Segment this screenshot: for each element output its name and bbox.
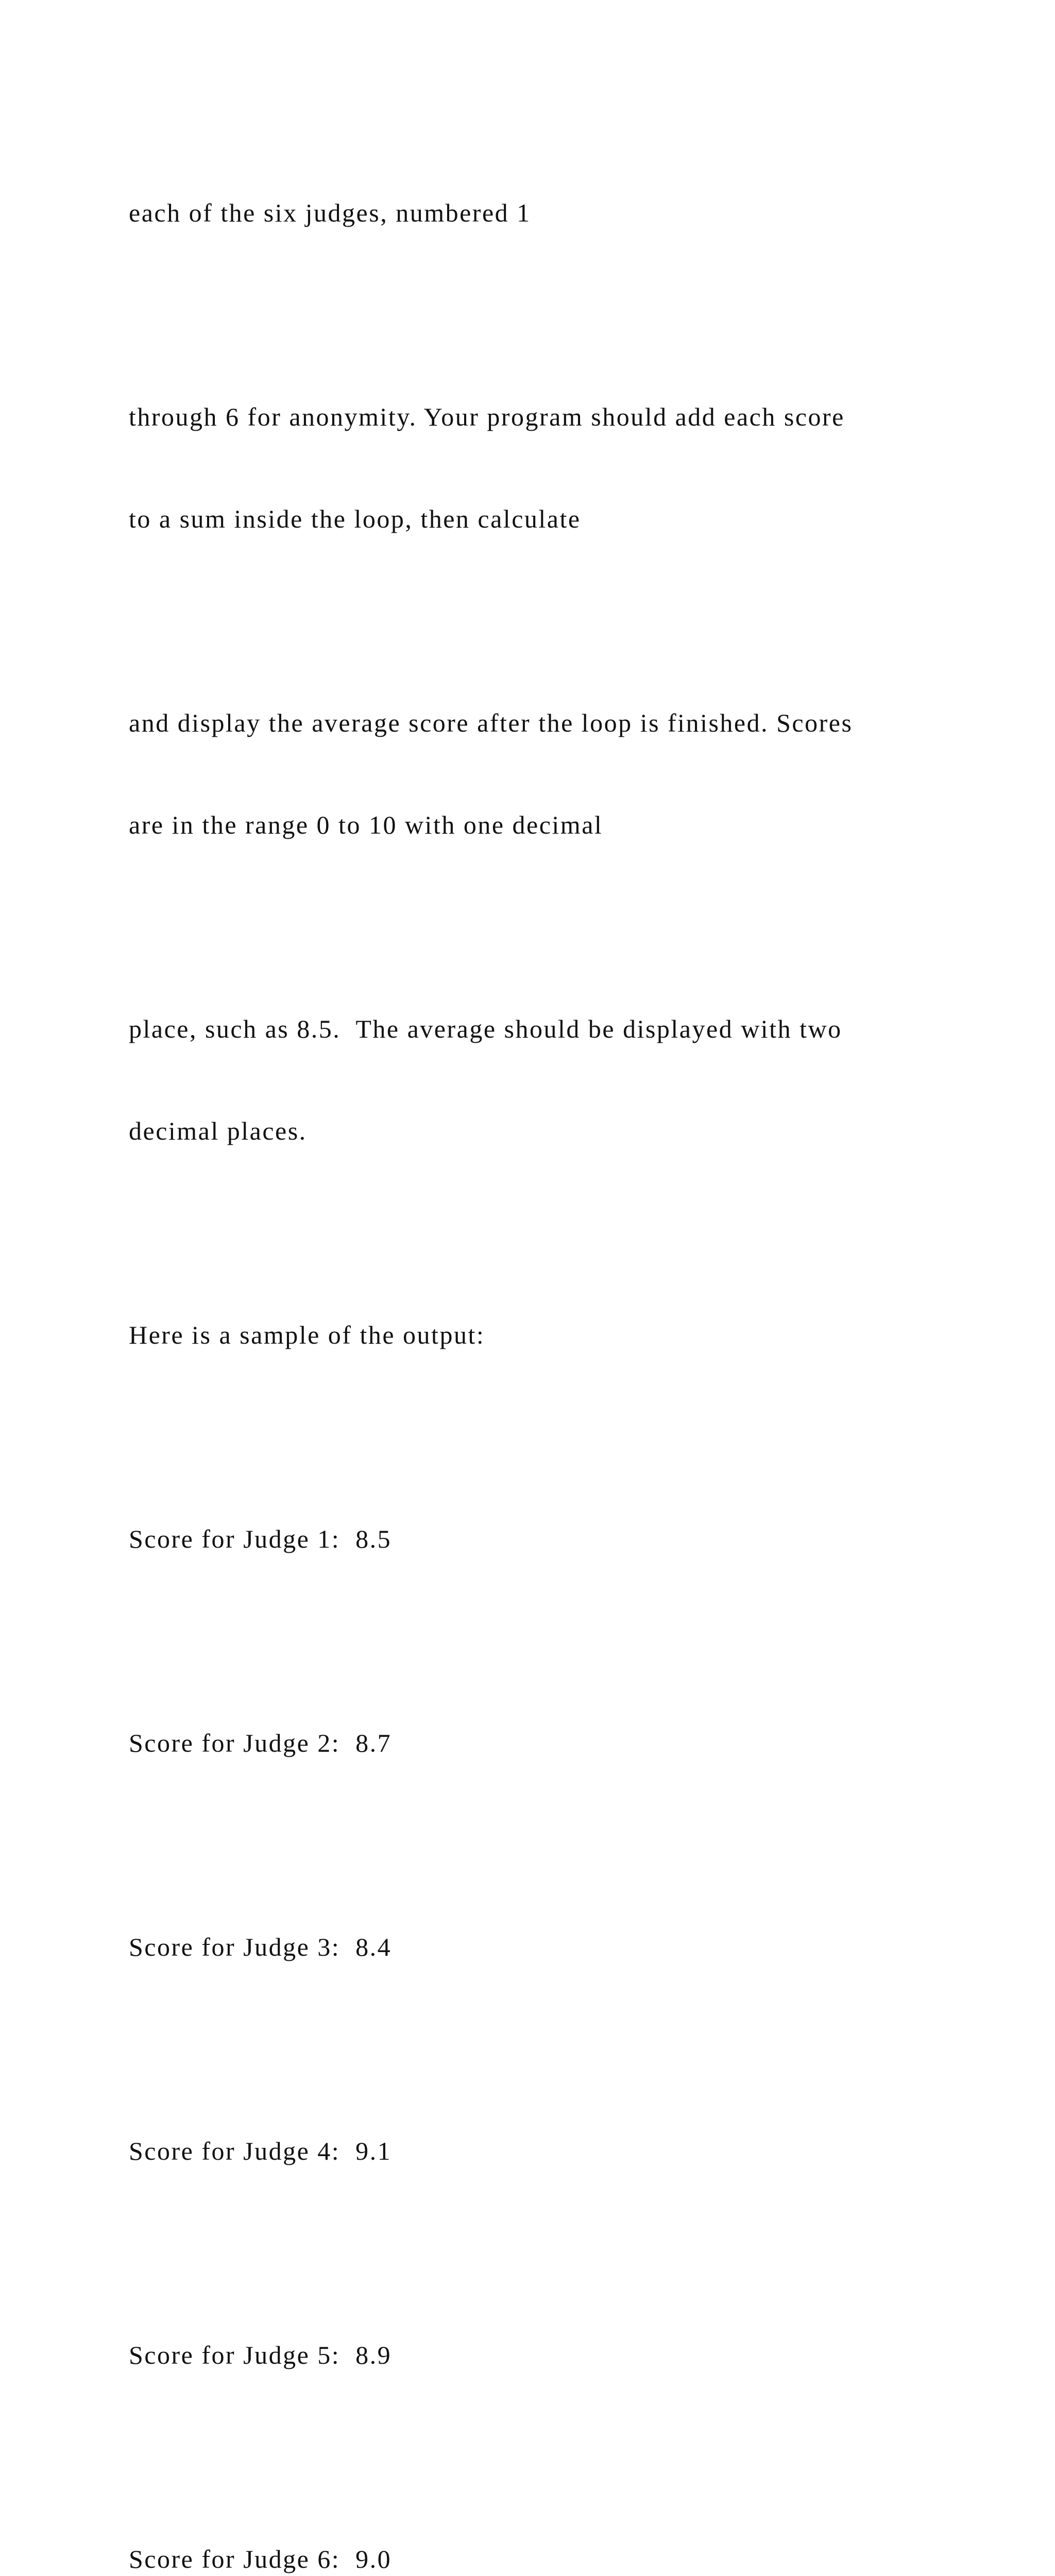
sample-output-judge-4 [129, 2066, 979, 2236]
text-line: place, such as 8.5. The average should be displayed with two [129, 1014, 842, 1043]
text-line: Score for Judge 3: 8.4 [129, 1933, 392, 1961]
sample-output-judge-5 [129, 2270, 979, 2440]
sample-output-judge-2 [129, 1658, 979, 1828]
text-line: and display the average score after the loop is finished. Scores [129, 708, 853, 737]
paragraph-sum [129, 332, 979, 604]
text-line: are in the range 0 to 10 with one decimal [129, 810, 603, 839]
paragraph-sample-heading [129, 1250, 979, 1420]
text-line: Score for Judge 2: 8.7 [129, 1728, 392, 1757]
text-line: through 6 for anonymity. Your program should add each score [129, 402, 845, 431]
text-line: Here is a sample of the output: [129, 1320, 485, 1349]
text-line: to a sum inside the loop, then calculate [129, 504, 581, 533]
document-page [129, 128, 979, 2576]
text-line: decimal places. [129, 1116, 307, 1145]
sample-output-judge-3 [129, 1862, 979, 2032]
text-line: Score for Judge 5: 8.9 [129, 2341, 392, 2369]
paragraph-intro [129, 128, 979, 298]
paragraph-decimal [129, 944, 979, 1216]
text-line: Score for Judge 1: 8.5 [129, 1524, 392, 1553]
text-line: each of the six judges, numbered 1 [129, 198, 531, 227]
text-line: Score for Judge 4: 9.1 [129, 2137, 392, 2165]
sample-output-judge-1 [129, 1454, 979, 1624]
text-line: Score for Judge 6: 9.0 [129, 2545, 392, 2573]
paragraph-average [129, 638, 979, 910]
sample-output-judge-6 [129, 2474, 979, 2576]
